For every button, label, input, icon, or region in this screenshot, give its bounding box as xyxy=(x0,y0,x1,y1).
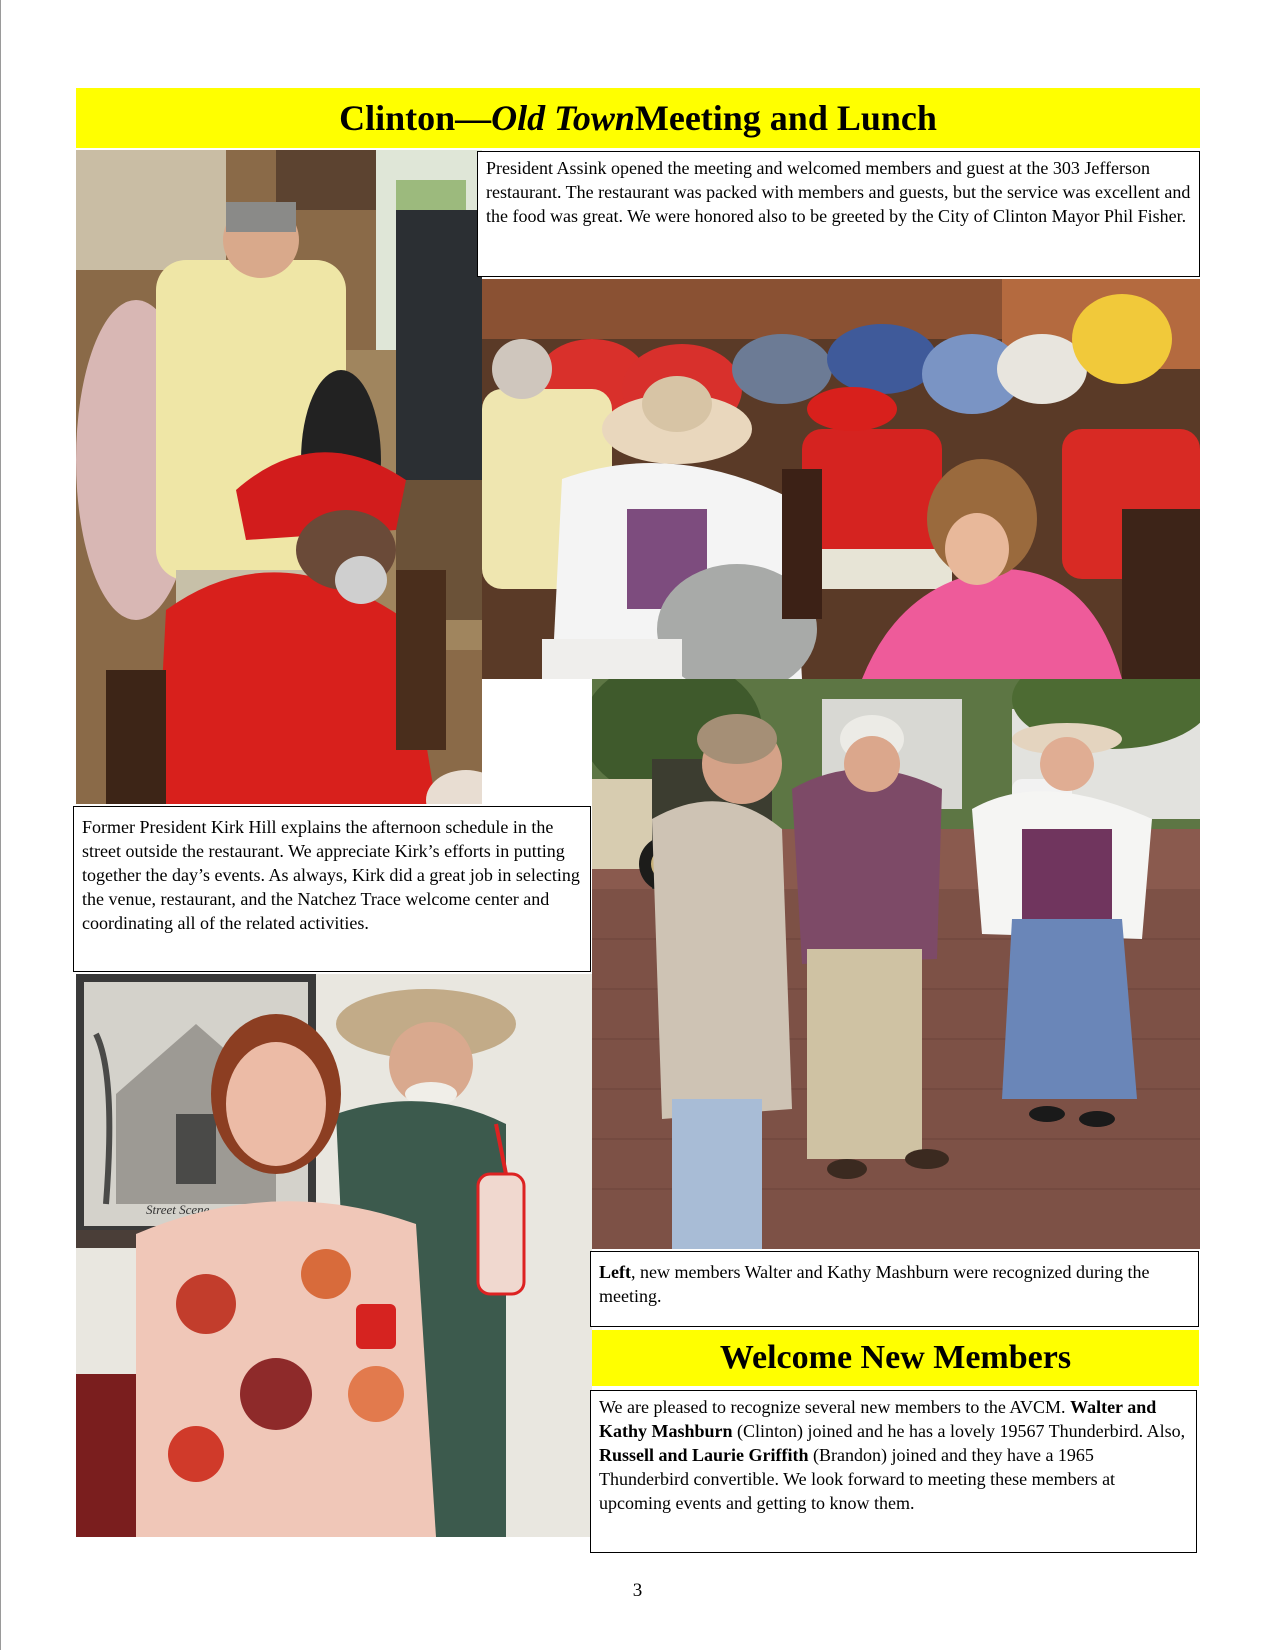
caption-left-word: Left xyxy=(599,1262,631,1282)
title-suffix: Meeting and Lunch xyxy=(634,98,937,138)
photo-sign-text: Street Scene xyxy=(146,1202,210,1217)
photo-men-in-restaurant xyxy=(76,150,482,804)
caption-kirk-hill: Former President Kirk Hill explains the afternoon schedule in the street outside the restaurant. We appreciate Kirk’s efforts in putting together the day’s events. As always, Kirk did a great job in selecting the venue, restaurant, and the Natchez Trace welcome center and coordinating all of the related activities. xyxy=(73,806,591,972)
caption-new-members-text: , new members Walter and Kathy Mashburn were recognized during the meeting. xyxy=(599,1262,1150,1306)
photo-street-scene xyxy=(592,679,1200,1249)
welcome-text xyxy=(590,1390,1197,1553)
photo-restaurant-crowd xyxy=(482,279,1200,679)
photo-new-members xyxy=(76,974,592,1537)
page-number: 3 xyxy=(632,1580,643,1601)
title-prefix: Clinton— xyxy=(339,98,492,138)
welcome-heading: Welcome New Members xyxy=(592,1330,1199,1386)
title-italic: Old Town xyxy=(491,98,635,138)
page-edge xyxy=(0,0,1,1650)
welcome-text-1: We are pleased to recognize several new members to the AVCM. xyxy=(599,1397,1071,1417)
welcome-text-3: (Brandon) joined and they have a 1965 Thunderbird convertible. We look forward to meeting these members at upcoming events and getting to know them. xyxy=(599,1445,1116,1513)
caption-meeting: President Assink opened the meeting and welcomed members and guest at the 303 Jefferson restaurant. The restaurant was packed with members and guests, but the service was excellent and the food was great. We were honored also to be greeted by the City of Clinton Mayor Phil Fisher. xyxy=(477,151,1200,277)
welcome-names-2: Russell and Laurie Griffith xyxy=(599,1445,809,1465)
welcome-text-2: (Clinton) joined and he has a lovely 19567 Thunderbird. Also, xyxy=(732,1421,1186,1441)
welcome-names-1: Walter and Kathy Mashburn xyxy=(599,1397,1157,1441)
page-title xyxy=(76,88,1200,148)
caption-new-members xyxy=(590,1251,1199,1327)
